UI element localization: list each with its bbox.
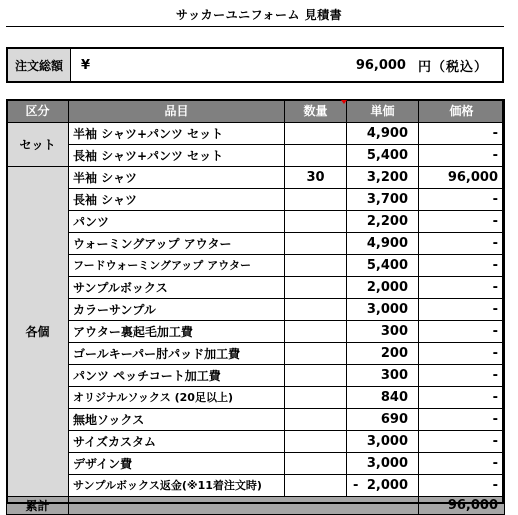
quantity-cell[interactable] <box>285 211 347 233</box>
item-cell[interactable]: デザイン費 <box>69 453 285 475</box>
header-category: 区分 <box>7 100 69 123</box>
quantity-cell[interactable]: 30 <box>285 167 347 189</box>
price-cell[interactable]: - <box>419 189 505 211</box>
item-cell[interactable]: アウター裏起毛加工費 <box>69 321 285 343</box>
price-cell[interactable]: - <box>419 409 505 431</box>
table-header-row <box>7 100 505 123</box>
unit-price-cell[interactable]: 200 <box>347 343 419 365</box>
price-cell[interactable]: - <box>419 431 505 453</box>
header-unit-price: 単価 <box>347 100 419 123</box>
price-cell[interactable]: - <box>419 387 505 409</box>
price-cell[interactable]: - <box>419 475 505 497</box>
unit-price-value: 2,000 <box>366 477 408 493</box>
quantity-cell[interactable] <box>285 409 347 431</box>
table-row <box>7 475 505 497</box>
unit-price-cell[interactable]: 4,900 <box>347 233 419 255</box>
unit-price-cell[interactable]: 3,000 <box>347 453 419 475</box>
order-total-unit: 円（税込） <box>417 59 488 75</box>
order-total-box <box>6 47 504 83</box>
total-price: 96,000 <box>419 497 505 515</box>
item-cell[interactable]: パンツ <box>69 211 285 233</box>
category-cell: 各個 <box>7 167 69 497</box>
item-cell[interactable]: サイズカスタム <box>69 431 285 453</box>
table-row <box>7 321 505 343</box>
item-cell[interactable]: ウォーミングアップ アウター <box>69 233 285 255</box>
quantity-cell[interactable] <box>285 233 347 255</box>
item-cell[interactable]: 半袖 シャツ <box>69 167 285 189</box>
comment-marker-icon <box>341 100 347 104</box>
unit-price-cell[interactable]: 3,700 <box>347 189 419 211</box>
table-row <box>7 343 505 365</box>
table-row <box>7 123 505 145</box>
price-cell[interactable]: - <box>419 277 505 299</box>
price-cell[interactable]: - <box>419 255 505 277</box>
page-title: サッカーユニフォーム 見積書 <box>175 8 343 22</box>
quantity-cell[interactable] <box>285 343 347 365</box>
table-row <box>7 453 505 475</box>
negative-sign: - <box>353 477 359 493</box>
price-cell[interactable]: 96,000 <box>419 167 505 189</box>
quantity-cell[interactable] <box>285 299 347 321</box>
quantity-cell[interactable] <box>285 189 347 211</box>
header-quantity: 数量 <box>285 100 347 123</box>
quantity-cell[interactable] <box>285 145 347 167</box>
item-cell[interactable]: サンプルボックス返金(※11着注文時) <box>69 475 285 497</box>
unit-price-cell[interactable]: 690 <box>347 409 419 431</box>
unit-price-cell[interactable]: 300 <box>347 365 419 387</box>
item-cell[interactable]: 長袖 シャツ+パンツ セット <box>69 145 285 167</box>
unit-price-cell[interactable]: 2,000 <box>347 277 419 299</box>
unit-price-cell[interactable]: 2,200 <box>347 211 419 233</box>
unit-price-cell[interactable]: 840 <box>347 387 419 409</box>
total-spacer <box>69 497 419 515</box>
quantity-cell[interactable] <box>285 321 347 343</box>
order-total-label: 注文総額 <box>8 49 71 81</box>
quantity-cell[interactable] <box>285 255 347 277</box>
quantity-cell[interactable] <box>285 387 347 409</box>
price-cell[interactable]: - <box>419 123 505 145</box>
quantity-cell[interactable] <box>285 365 347 387</box>
item-cell[interactable]: カラーサンプル <box>69 299 285 321</box>
table-row <box>7 387 505 409</box>
order-total-amount: 96,000 <box>355 57 406 73</box>
table-row <box>7 409 505 431</box>
quantity-cell[interactable] <box>285 453 347 475</box>
item-cell[interactable]: パンツ ペッチコート加工費 <box>69 365 285 387</box>
header-price: 価格 <box>419 100 505 123</box>
unit-price-cell[interactable]: 300 <box>347 321 419 343</box>
title-underline <box>6 26 504 27</box>
item-cell[interactable]: 長袖 シャツ <box>69 189 285 211</box>
price-cell[interactable]: - <box>419 365 505 387</box>
unit-price-cell[interactable]: 3,000 <box>347 299 419 321</box>
table-row <box>7 255 505 277</box>
quantity-cell[interactable] <box>285 475 347 497</box>
table-row <box>7 211 505 233</box>
item-cell[interactable]: サンプルボックス <box>69 277 285 299</box>
price-cell[interactable]: - <box>419 343 505 365</box>
item-cell[interactable]: フードウォーミングアップ アウター <box>69 255 285 277</box>
item-cell[interactable]: オリジナルソックス (20足以上) <box>69 387 285 409</box>
table-row <box>7 233 505 255</box>
table-row <box>7 167 505 189</box>
item-cell[interactable]: 半袖 シャツ+パンツ セット <box>69 123 285 145</box>
unit-price-cell[interactable]: 3,200 <box>347 167 419 189</box>
price-cell[interactable]: - <box>419 233 505 255</box>
category-cell: セット <box>7 123 69 167</box>
price-cell[interactable]: - <box>419 321 505 343</box>
total-row <box>7 497 505 515</box>
currency-symbol: ¥ <box>81 57 91 73</box>
header-item: 品目 <box>69 100 285 123</box>
price-cell[interactable]: - <box>419 211 505 233</box>
item-cell[interactable]: 無地ソックス <box>69 409 285 431</box>
price-cell[interactable]: - <box>419 453 505 475</box>
estimate-table <box>6 99 505 515</box>
table-row <box>7 365 505 387</box>
table-row <box>7 189 505 211</box>
unit-price-cell[interactable]: 3,000 <box>347 431 419 453</box>
unit-price-cell[interactable]: 5,400 <box>347 145 419 167</box>
table-row <box>7 431 505 453</box>
table-row <box>7 145 505 167</box>
price-cell[interactable]: - <box>419 299 505 321</box>
table-row <box>7 299 505 321</box>
item-cell[interactable]: ゴールキーパー肘パッド加工費 <box>69 343 285 365</box>
unit-price-cell[interactable]: 4,900 <box>347 123 419 145</box>
table-row <box>7 277 505 299</box>
unit-price-cell[interactable] <box>347 475 419 497</box>
quantity-cell[interactable] <box>285 277 347 299</box>
unit-price-cell[interactable]: 5,400 <box>347 255 419 277</box>
quantity-cell[interactable] <box>285 431 347 453</box>
price-cell[interactable]: - <box>419 145 505 167</box>
quantity-cell[interactable] <box>285 123 347 145</box>
total-label: 累計 <box>7 497 69 515</box>
